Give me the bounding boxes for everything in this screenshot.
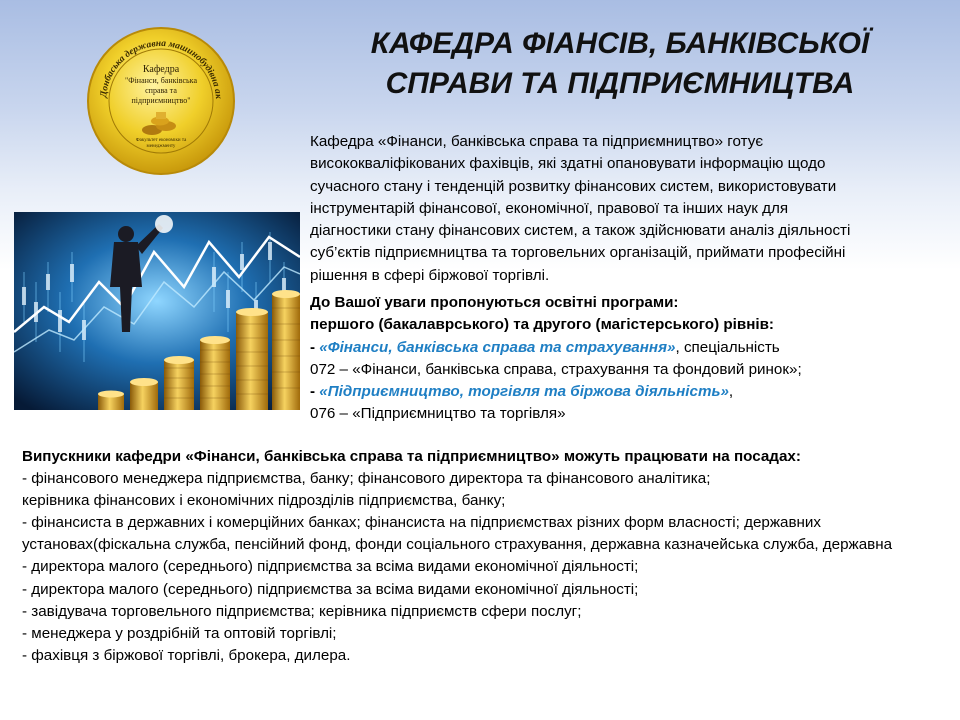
program-finance-name: «Фінанси, банківська справа та страхування» [319, 338, 676, 356]
intro-line: висококваліфікованих фахівців, які здатні опановувати інформацію щодо [310, 155, 826, 173]
logo-seal-graphic [86, 26, 236, 176]
graduates-list-item: - завідувача торговельного підприємства; керівника підприємств сфери послуг; [22, 602, 582, 620]
graduates-list-item: - директора малого (середнього) підприємства за всіма видами економічної діяльності; [22, 558, 639, 576]
programs-levels-heading: першого (бакалаврського) та другого (магістерського) рівнів: [310, 316, 774, 334]
graduates-heading: Випускники кафедри «Фінанси, банківська справа та підприємництво» можуть працювати на посадах: [22, 448, 801, 465]
graduates-list-item: - фахівця з біржової торгівлі, брокера, дилера. [22, 646, 351, 664]
program-entrepreneurship-specialty: 076 – «Підприємництво та торгівля» [310, 405, 566, 423]
intro-line: рішення в сфері біржової торгівлі. [310, 266, 550, 284]
page-title-line-1: КАФЕДРА ФІАНСІВ, БАНКІВСЬКОЇ [370, 27, 870, 60]
logo-ring-text: Донбаська державна машинобудівна ак [99, 38, 223, 100]
page-title-line-2: СПРАВИ ТА ПІДПРИЄМНИЦТВА [385, 67, 855, 100]
graduates-list-item: керівника фінансових і економічних підрозділів підприємства, банку; [22, 492, 506, 510]
graduates-list-item: - фінансового менеджера підприємства, банку; фінансового директора та фінансового аналітика; [22, 470, 711, 488]
programs-heading: До Вашої уваги пропонуються освітні програми: [310, 294, 679, 311]
graduates-list-item: - менеджера у роздрібній та оптовій торгівлі; [22, 624, 337, 642]
bullet-dash: - [310, 338, 320, 356]
program-entrepreneurship-name: «Підприємництво, торгівля та біржова діяльність» [319, 383, 729, 401]
program-entrepreneurship-suffix: , [728, 383, 734, 401]
logo-bottom-text: Факультет економіки та менеджменту [135, 138, 187, 149]
program-entrepreneurship-item [310, 381, 930, 403]
intro-paragraph [310, 131, 930, 287]
logo-center-top: Кафедра [142, 64, 180, 75]
finance-chart-illustration [14, 212, 300, 410]
intro-line: інструментарій фінансової, економічної, правової та інших наук для [310, 199, 789, 217]
department-logo [86, 26, 236, 176]
logo-center-name: "Фінанси, банківська справа та підприємництво" [124, 76, 197, 105]
program-finance-suffix: , спеціальність [675, 338, 780, 356]
intro-line: сучасного стану і тенденцій розвитку фінансових систем, використовувати [310, 177, 837, 195]
page-title [300, 24, 940, 104]
program-finance-item [310, 337, 930, 359]
graduates-section [22, 446, 942, 667]
finance-chart-photo [14, 212, 300, 410]
program-finance-specialty: 072 – «Фінанси, банківська справа, страхування та фондовий ринок»; [310, 360, 802, 378]
intro-line: діагностики стану фінансових систем, а також здійснювати аналіз діяльності [310, 222, 851, 240]
programs-section [310, 292, 930, 426]
graduates-list-item: - директора малого (середнього) підприємства за всіма видами економічної діяльності; [22, 580, 639, 598]
intro-line: суб’єктів підприємництва та торговельних організацій, приймати професійні [310, 244, 846, 262]
bullet-dash: - [310, 383, 320, 401]
graduates-list-item: - фінансиста в державних і комерційних банках; фінансиста на підприємствах різних форм власності; державних установах(фіскальна служба, пенсійний фонд, фонди соціального страхування, державна казначейська служба, державна [22, 514, 893, 554]
intro-line: Кафедра «Фінанси, банківська справа та підприємництво» готує [310, 133, 764, 150]
